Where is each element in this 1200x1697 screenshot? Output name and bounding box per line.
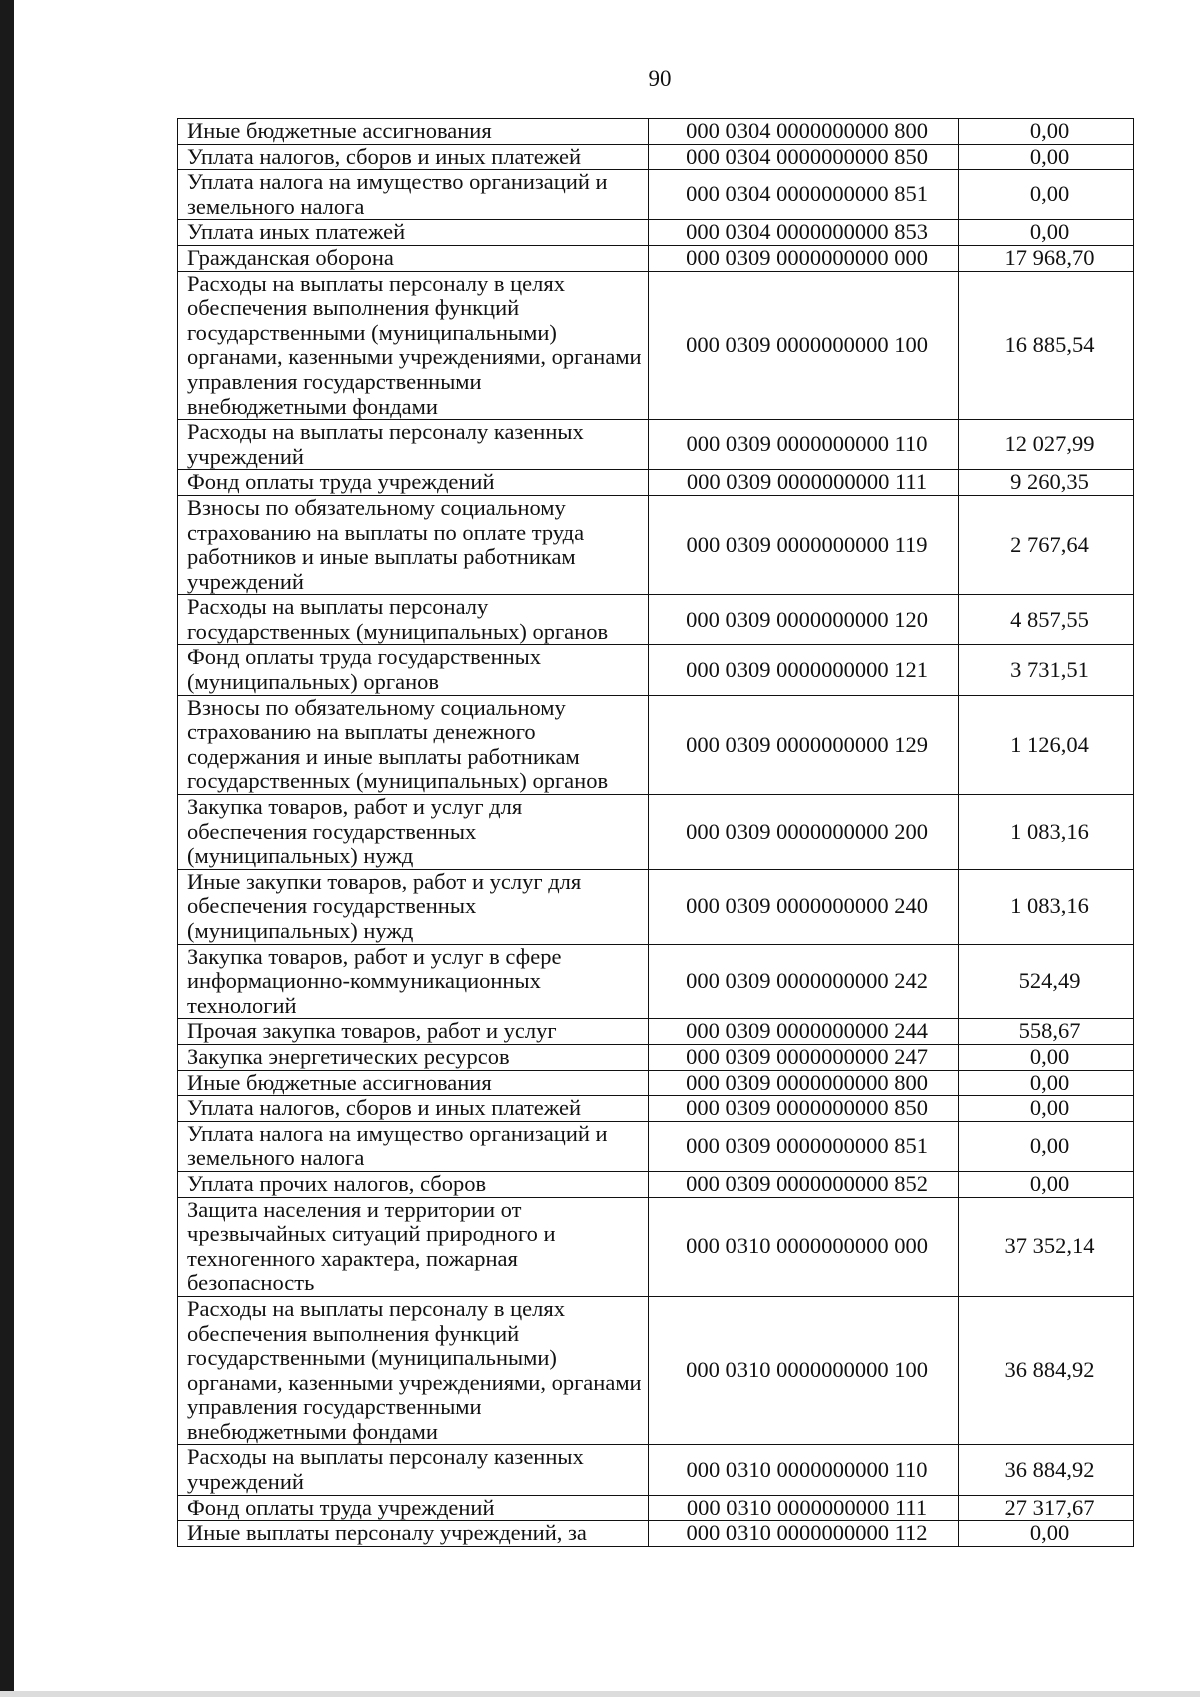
scan-edge <box>0 0 14 1697</box>
row-name: Защита населения и территории от чрезвычайных ситуаций природного и техногенного характера, пожарная безопасность <box>178 1197 649 1296</box>
table-row <box>178 1171 1134 1197</box>
table-row <box>178 1445 1134 1495</box>
row-name: Иные закупки товаров, работ и услуг для обеспечения государственных (муниципальных) нужд <box>178 869 649 944</box>
row-amount: 0,00 <box>959 1121 1134 1171</box>
row-code: 000 0309 0000000000 200 <box>649 795 959 870</box>
table-row <box>178 420 1134 470</box>
row-name: Уплата налогов, сборов и иных платежей <box>178 1096 649 1122</box>
row-code: 000 0309 0000000000 121 <box>649 645 959 695</box>
row-name: Закупка энергетических ресурсов <box>178 1044 649 1070</box>
table-row <box>178 944 1134 1019</box>
row-name: Фонд оплаты труда учреждений <box>178 470 649 496</box>
row-code: 000 0309 0000000000 851 <box>649 1121 959 1171</box>
table-row <box>178 1044 1134 1070</box>
row-name: Закупка товаров, работ и услуг в сфере информационно-коммуникационных технологий <box>178 944 649 1019</box>
table-row <box>178 170 1134 220</box>
row-name: Фонд оплаты труда учреждений <box>178 1495 649 1521</box>
table-row <box>178 1495 1134 1521</box>
table-row <box>178 595 1134 645</box>
table-row <box>178 695 1134 794</box>
row-amount: 524,49 <box>959 944 1134 1019</box>
row-code: 000 0310 0000000000 100 <box>649 1296 959 1445</box>
row-name: Гражданская оборона <box>178 245 649 271</box>
row-name: Уплата иных платежей <box>178 220 649 246</box>
row-code: 000 0310 0000000000 111 <box>649 1495 959 1521</box>
row-amount: 558,67 <box>959 1019 1134 1045</box>
row-code: 000 0309 0000000000 111 <box>649 470 959 496</box>
row-name: Расходы на выплаты персоналу в целях обеспечения выполнения функций государственными (муниципальными) органами, казенными учреждениями, органами управления государственными внебюджетными фондами <box>178 1296 649 1445</box>
table-row <box>178 795 1134 870</box>
row-name: Расходы на выплаты персоналу в целях обеспечения выполнения функций государственными (муниципальными) органами, казенными учреждениями, органами управления государственными внебюджетными фондами <box>178 271 649 420</box>
row-name: Взносы по обязательному социальному страхованию на выплаты денежного содержания и иные выплаты работникам государственных (муниципальных) органов <box>178 695 649 794</box>
table-row <box>178 1296 1134 1445</box>
budget-table <box>177 118 1134 1547</box>
row-code: 000 0309 0000000000 244 <box>649 1019 959 1045</box>
row-name: Уплата прочих налогов, сборов <box>178 1171 649 1197</box>
row-amount: 27 317,67 <box>959 1495 1134 1521</box>
row-code: 000 0309 0000000000 240 <box>649 869 959 944</box>
row-amount: 0,00 <box>959 170 1134 220</box>
row-code: 000 0309 0000000000 000 <box>649 245 959 271</box>
row-amount: 1 083,16 <box>959 869 1134 944</box>
row-amount: 16 885,54 <box>959 271 1134 420</box>
row-amount: 12 027,99 <box>959 420 1134 470</box>
row-amount: 0,00 <box>959 1044 1134 1070</box>
row-code: 000 0309 0000000000 242 <box>649 944 959 1019</box>
row-name: Закупка товаров, работ и услуг для обеспечения государственных (муниципальных) нужд <box>178 795 649 870</box>
table-row <box>178 1019 1134 1045</box>
row-name: Расходы на выплаты персоналу государственных (муниципальных) органов <box>178 595 649 645</box>
row-code: 000 0310 0000000000 110 <box>649 1445 959 1495</box>
table-row <box>178 119 1134 145</box>
row-code: 000 0309 0000000000 110 <box>649 420 959 470</box>
budget-table-body <box>178 119 1134 1547</box>
row-amount: 2 767,64 <box>959 495 1134 594</box>
table-row <box>178 1521 1134 1547</box>
row-code: 000 0309 0000000000 100 <box>649 271 959 420</box>
row-code: 000 0309 0000000000 247 <box>649 1044 959 1070</box>
page-number: 90 <box>648 66 672 91</box>
row-amount: 0,00 <box>959 220 1134 246</box>
row-code: 000 0309 0000000000 852 <box>649 1171 959 1197</box>
table-row <box>178 144 1134 170</box>
row-name: Взносы по обязательному социальному страхованию на выплаты по оплате труда работников и иные выплаты работникам учреждений <box>178 495 649 594</box>
row-name: Фонд оплаты труда государственных (муниципальных) органов <box>178 645 649 695</box>
row-amount: 9 260,35 <box>959 470 1134 496</box>
row-amount: 0,00 <box>959 119 1134 145</box>
row-code: 000 0309 0000000000 119 <box>649 495 959 594</box>
row-code: 000 0310 0000000000 112 <box>649 1521 959 1547</box>
row-name: Расходы на выплаты персоналу казенных учреждений <box>178 1445 649 1495</box>
row-name: Иные бюджетные ассигнования <box>178 119 649 145</box>
row-amount: 0,00 <box>959 1521 1134 1547</box>
table-row <box>178 495 1134 594</box>
row-amount: 0,00 <box>959 1070 1134 1096</box>
row-code: 000 0304 0000000000 851 <box>649 170 959 220</box>
scan-edge-bottom <box>0 1691 1200 1697</box>
row-code: 000 0309 0000000000 800 <box>649 1070 959 1096</box>
row-code: 000 0310 0000000000 000 <box>649 1197 959 1296</box>
row-code: 000 0304 0000000000 853 <box>649 220 959 246</box>
row-amount: 0,00 <box>959 1171 1134 1197</box>
table-row <box>178 1121 1134 1171</box>
row-name: Расходы на выплаты персоналу казенных учреждений <box>178 420 649 470</box>
table-row <box>178 645 1134 695</box>
table-row <box>178 220 1134 246</box>
row-code: 000 0309 0000000000 850 <box>649 1096 959 1122</box>
row-amount: 36 884,92 <box>959 1296 1134 1445</box>
table-row <box>178 271 1134 420</box>
table-row <box>178 1197 1134 1296</box>
row-name: Уплата налогов, сборов и иных платежей <box>178 144 649 170</box>
row-code: 000 0304 0000000000 800 <box>649 119 959 145</box>
row-amount: 3 731,51 <box>959 645 1134 695</box>
table-row <box>178 1096 1134 1122</box>
table-row <box>178 869 1134 944</box>
row-code: 000 0309 0000000000 129 <box>649 695 959 794</box>
row-name: Уплата налога на имущество организаций и земельного налога <box>178 170 649 220</box>
table-row <box>178 1070 1134 1096</box>
row-name: Иные выплаты персоналу учреждений, за <box>178 1521 649 1547</box>
row-amount: 17 968,70 <box>959 245 1134 271</box>
row-amount: 1 083,16 <box>959 795 1134 870</box>
table-row <box>178 245 1134 271</box>
row-code: 000 0304 0000000000 850 <box>649 144 959 170</box>
row-amount: 4 857,55 <box>959 595 1134 645</box>
row-amount: 0,00 <box>959 1096 1134 1122</box>
row-amount: 0,00 <box>959 144 1134 170</box>
row-name: Уплата налога на имущество организаций и земельного налога <box>178 1121 649 1171</box>
row-amount: 1 126,04 <box>959 695 1134 794</box>
row-amount: 37 352,14 <box>959 1197 1134 1296</box>
row-name: Иные бюджетные ассигнования <box>178 1070 649 1096</box>
table-row <box>178 470 1134 496</box>
row-code: 000 0309 0000000000 120 <box>649 595 959 645</box>
row-name: Прочая закупка товаров, работ и услуг <box>178 1019 649 1045</box>
row-amount: 36 884,92 <box>959 1445 1134 1495</box>
